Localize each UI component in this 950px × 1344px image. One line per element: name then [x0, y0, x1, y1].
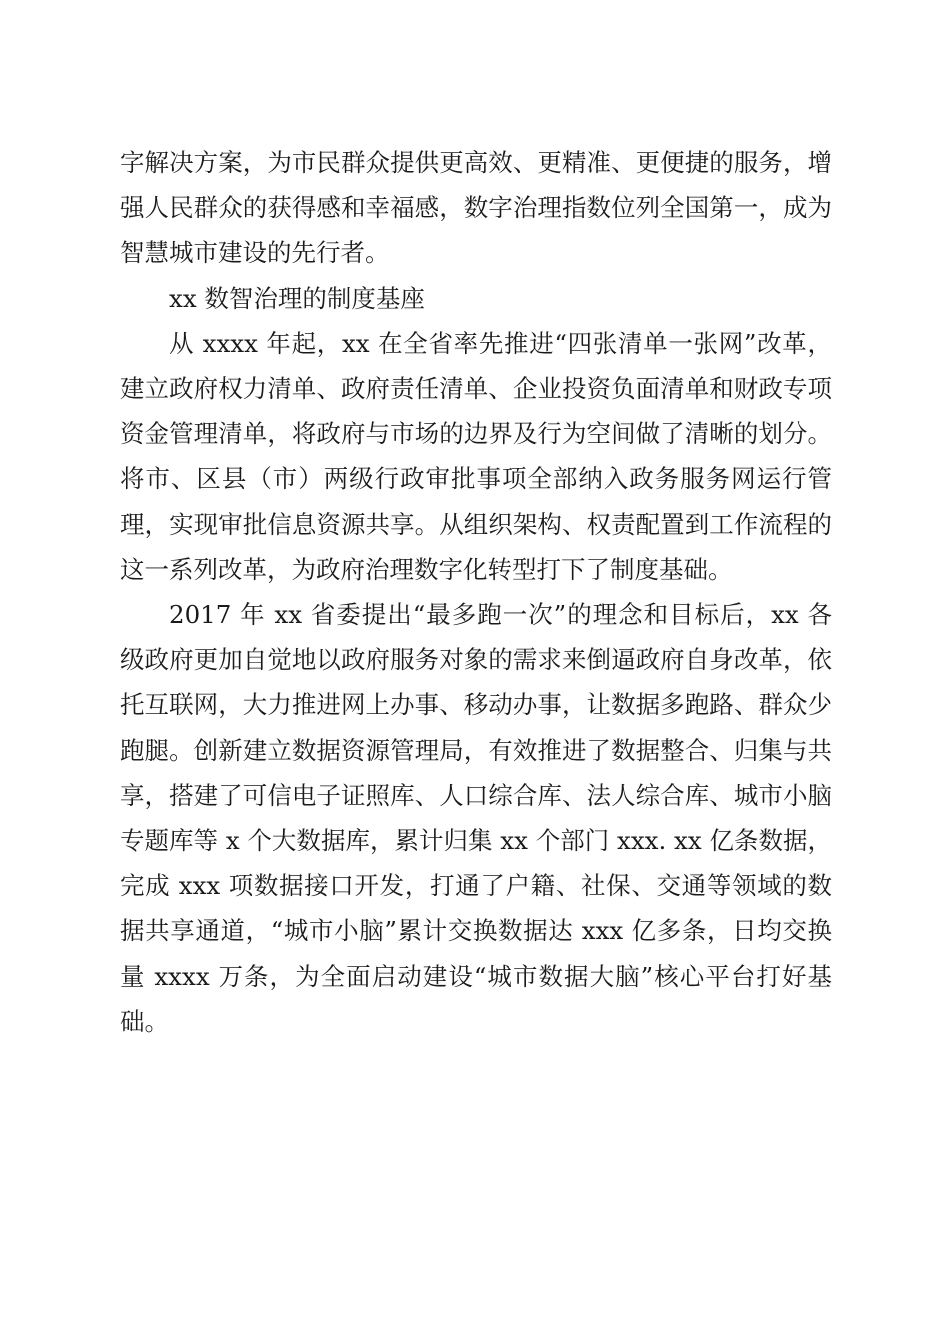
- document-body: [120, 140, 832, 1044]
- paragraph-continuation: 字解决方案，为市民群众提供更高效、更精准、更便捷的服务，增强人民群众的获得感和幸福感，数字治理指数位列全国第一，成为智慧城市建设的先行者。: [120, 148, 832, 268]
- paragraph-data-sharing: 2017 年 xx 省委提出“最多跑一次”的理念和目标后，xx 各级政府更加自觉地以政府服务对象的需求来倒逼政府自身改革，依托互联网，大力推进网上办事、移动办事，让数据多跑路、群众少跑腿。创新建立数据资源管理局，有效推进了数据整合、归集与共享，搭建了可信电子证照库、人口综合库、法人综合库、城市小脑专题库等 x 个大数据库，累计归集 xx 个部门 xxx. xx 亿条数据，完成 xxx 项数据接口开发，打通了户籍、社保、交通等领域的数据共享通道，“城市小脑”累计交换数据达 xxx 亿多条，日均交换量 xxxx 万条，为全面启动建设“城市数据大脑”核心平台打好基础。: [120, 600, 832, 1036]
- section-heading: xx 数智治理的制度基座: [169, 283, 425, 313]
- paragraph-institutional-reform: 从 xxxx 年起，xx 在全省率先推进“四张清单一张网”改革，建立政府权力清单、政府责任清单、企业投资负面清单和财政专项资金管理清单，将政府与市场的边界及行为空间做了清晰的划分。将市、区县（市）两级行政审批事项全部纳入政务服务网运行管理，实现审批信息资源共享。从组织架构、权责配置到工作流程的这一系列改革，为政府治理数字化转型打下了制度基础。: [120, 328, 832, 584]
